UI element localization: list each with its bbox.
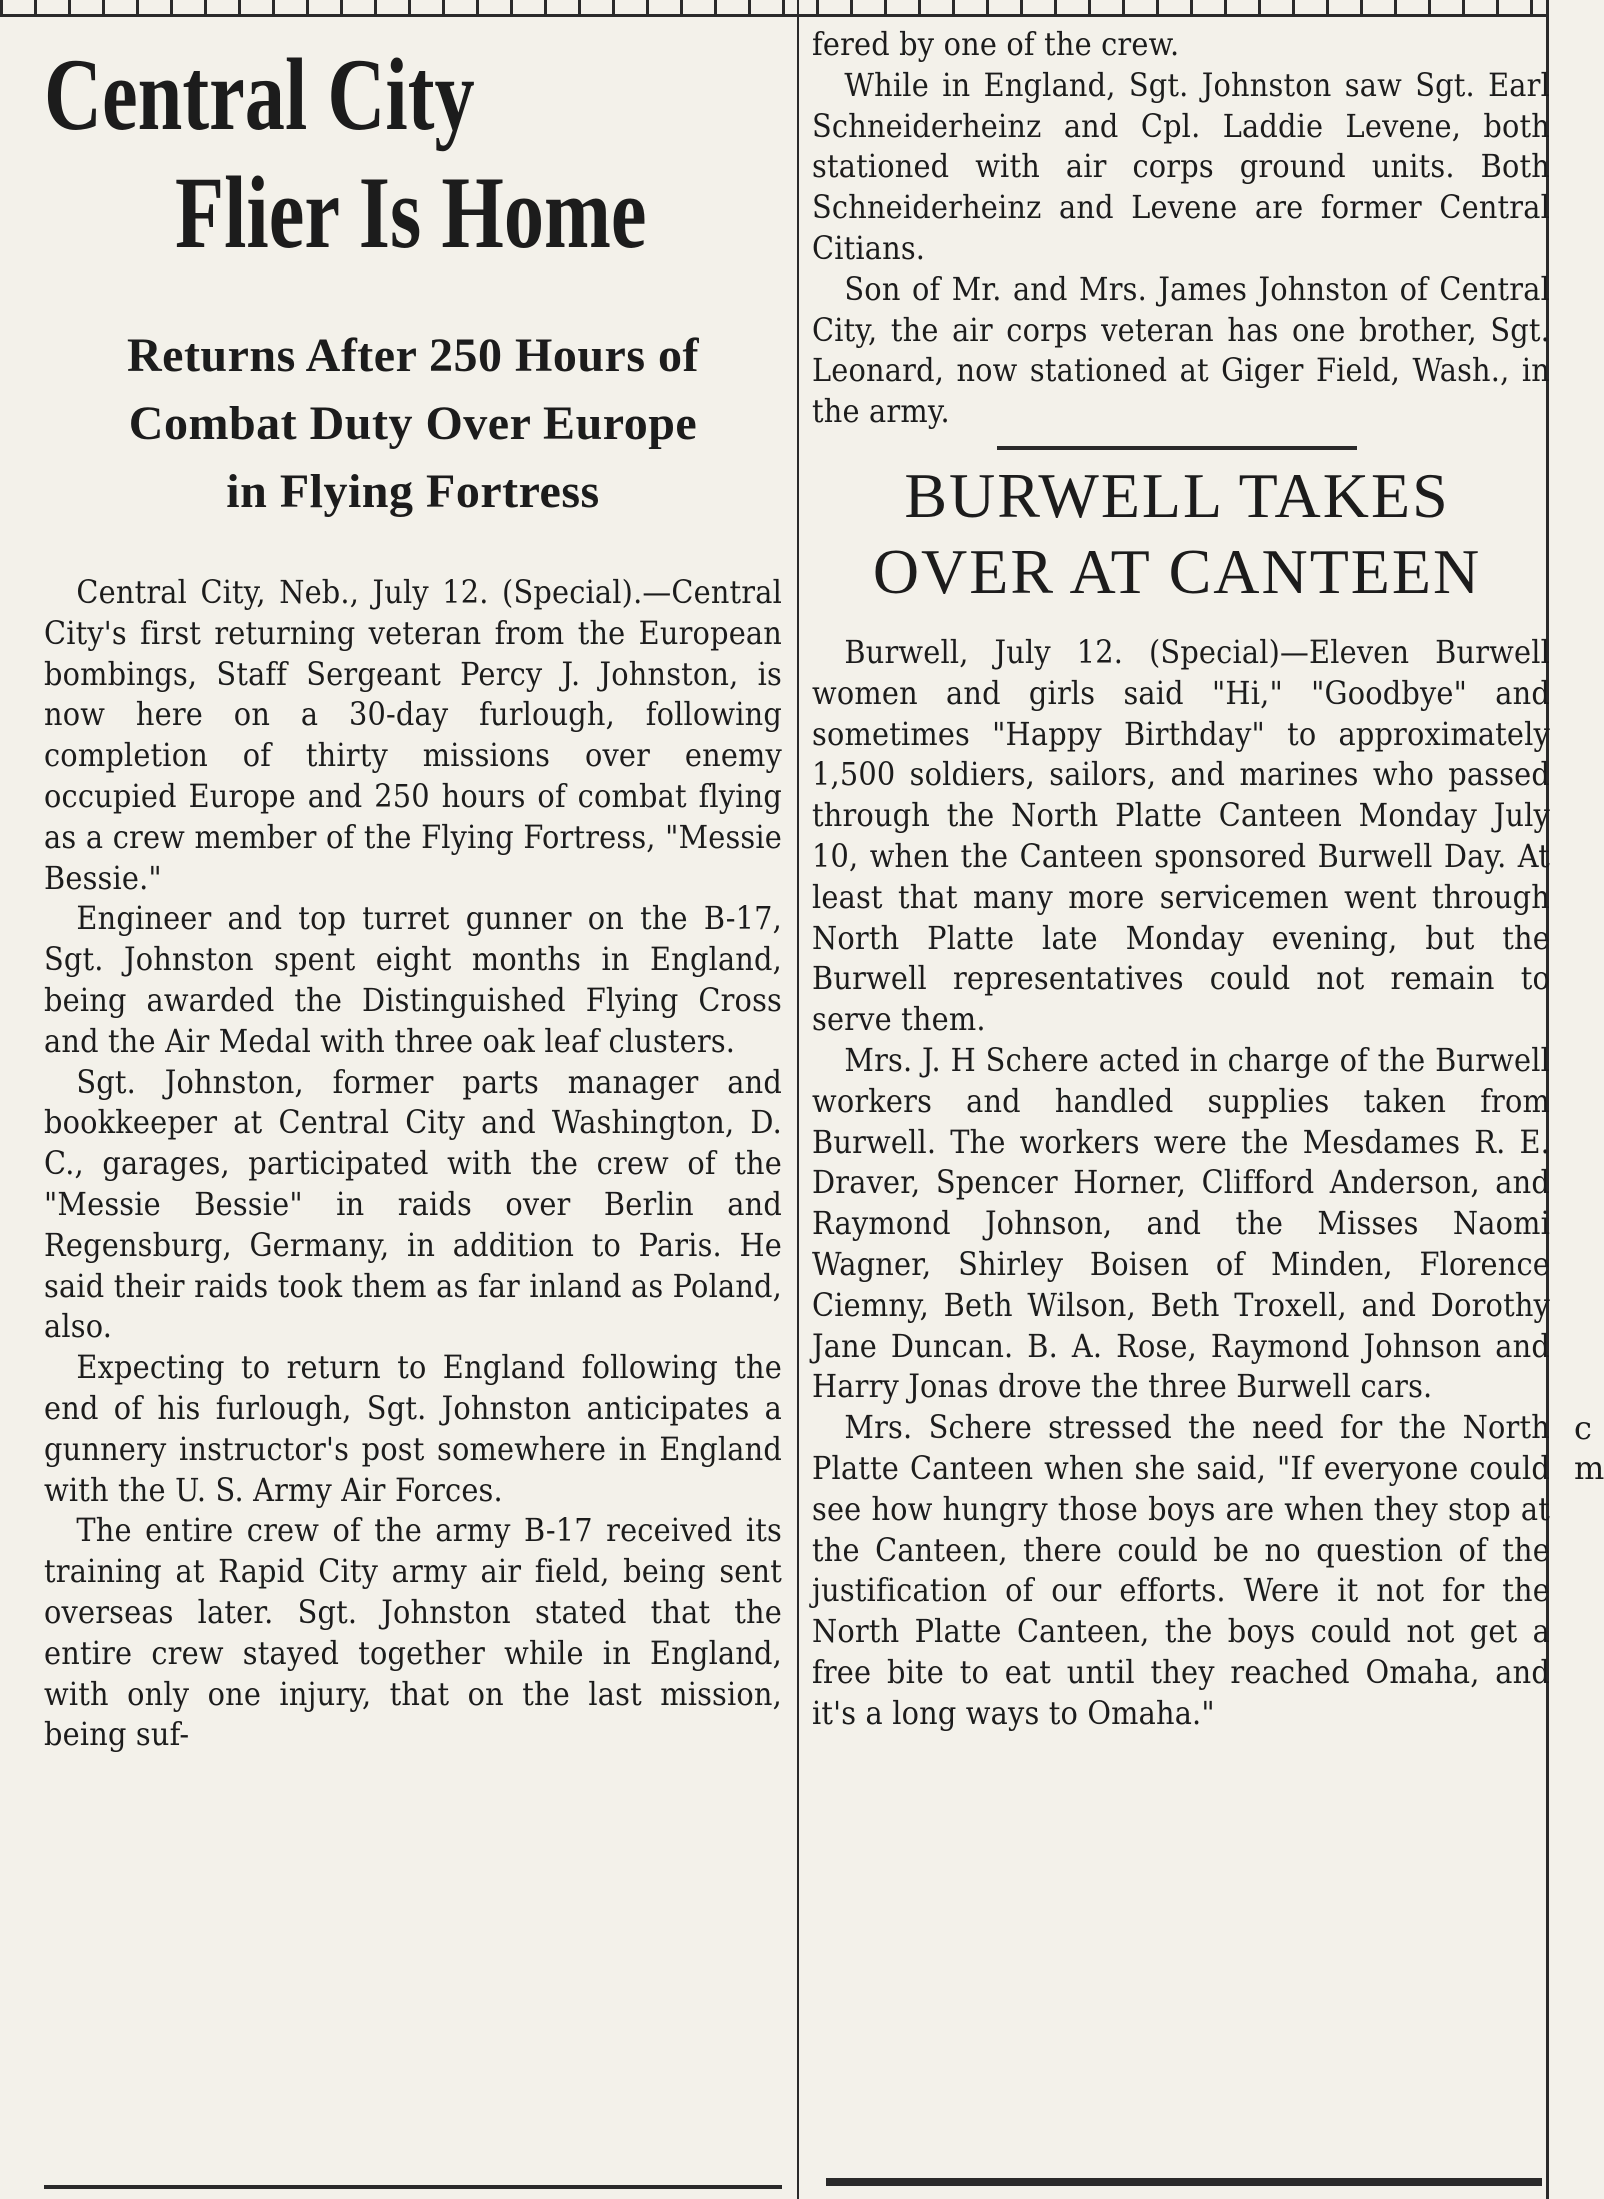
article-headline <box>44 36 785 272</box>
deck-line-1: Returns After 250 Hours of <box>126 329 700 382</box>
article-deck <box>44 322 782 526</box>
article-body <box>44 572 782 1755</box>
bottom-rule-left <box>44 2185 782 2189</box>
deck-line-2: Combat Duty Over Europe <box>128 397 698 450</box>
article-paragraph: Central City, Neb., July 12. (Special).—Central City's first returning veteran from the European bombings, Staff Sergeant Percy J. Johnston, is now here on a 30-day furlough, following completion of thirty missions over enemy occupied Europe and 250 hours of combat flying as a crew member of the Flying Fortress, "Messie Bessie." <box>44 573 782 897</box>
article-paragraph: Mrs. Schere stressed the need for the North Platte Canteen when she said, "If everyone could see how hungry those boys are when they stop at the Canteen, there could be no question of the justification of our efforts. Were it not for the North Platte Canteen, the boys could not get a free bite to eat until they reached Omaha, and it's a long ways to Omaha." <box>812 1408 1550 1732</box>
article-paragraph: Expecting to return to England following the end of his furlough, Sgt. Johnston anticipates a gunnery instructor's post somewhere in England with the U. S. Army Air Forces. <box>44 1348 782 1509</box>
article-paragraph: Sgt. Johnston, former parts manager and bookkeeper at Central City and Washington, D. C., garages, participated with the crew of the "Messie Bessie" in raids over Berlin and Regensburg, Germany, in addition to Paris. He said their raids took them as far inland as Poland, also. <box>44 1062 782 1346</box>
article-continuation <box>812 24 1550 432</box>
headline-line-1: Central City <box>44 38 475 152</box>
article-paragraph: Mrs. J. H Schere acted in charge of the Burwell workers and handled supplies taken from Burwell. The workers were the Mesdames R. E. Draver, Spencer Horner, Clifford Anderson, and Raymond Johnson, and the Misses Naomi Wagner, Shirley Boisen of Minden, Florence Ciemny, Beth Wilson, Beth Troxell, and Dorothy Jane Duncan. B. A. Rose, Raymond Johnson and Harry Jonas drove the three Burwell cars. <box>812 1040 1550 1406</box>
article-separator-rule <box>997 446 1357 450</box>
bottom-rule-right <box>826 2178 1542 2186</box>
edge-fragment-line-1: c <box>1574 1409 1592 1447</box>
second-article-body <box>812 632 1550 1734</box>
article-paragraph: Burwell, July 12. (Special)—Eleven Burwell women and girls said "Hi," "Goodbye" and sometimes "Happy Birthday" to approximately 1,500 soldiers, sailors, and marines who passed through the North Platte Canteen Monday July 10, when the Canteen sponsored Burwell Day. At least that many more servicemen went through North Platte late Monday evening, but the Burwell representatives could not remain to serve them. <box>812 632 1550 1039</box>
left-column <box>44 0 782 2199</box>
continuation-paragraph: While in England, Sgt. Johnston saw Sgt. Earl Schneiderheinz and Cpl. Laddie Levene, both stationed with air corps ground units. Both Schneiderheinz and Levene are former Central Citians. <box>812 65 1550 267</box>
headline-line-2: Flier Is Home <box>175 156 647 270</box>
article-paragraph: The entire crew of the army B-17 received its training at Rapid City army air field, being sent overseas later. Sgt. Johnston stated that the entire crew stayed together while in England, with only one injury, that on the last mission, being suf- <box>44 1511 782 1754</box>
second-article-headline <box>812 458 1542 610</box>
deck-line-3: in Flying Fortress <box>226 465 600 518</box>
continuation-paragraph: Son of Mr. and Mrs. James Johnston of Central City, the air corps veteran has one brother, Sgt. Leonard, now stationed at Giger Field, Wash., in the army. <box>812 269 1550 431</box>
continuation-paragraph: fered by one of the crew. <box>812 25 1180 63</box>
column-divider <box>797 0 799 2199</box>
second-headline-line-2: OVER AT CANTEEN <box>872 535 1482 607</box>
right-column <box>812 0 1550 2199</box>
article-paragraph: Engineer and top turret gunner on the B-17, Sgt. Johnston spent eight months in England, being awarded the Distinguished Flying Cross and the Air Medal with three oak leaf clusters. <box>44 899 782 1060</box>
edge-fragment-line-2: m <box>1574 1449 1604 1487</box>
second-headline-line-1: BURWELL TAKES <box>904 459 1450 531</box>
